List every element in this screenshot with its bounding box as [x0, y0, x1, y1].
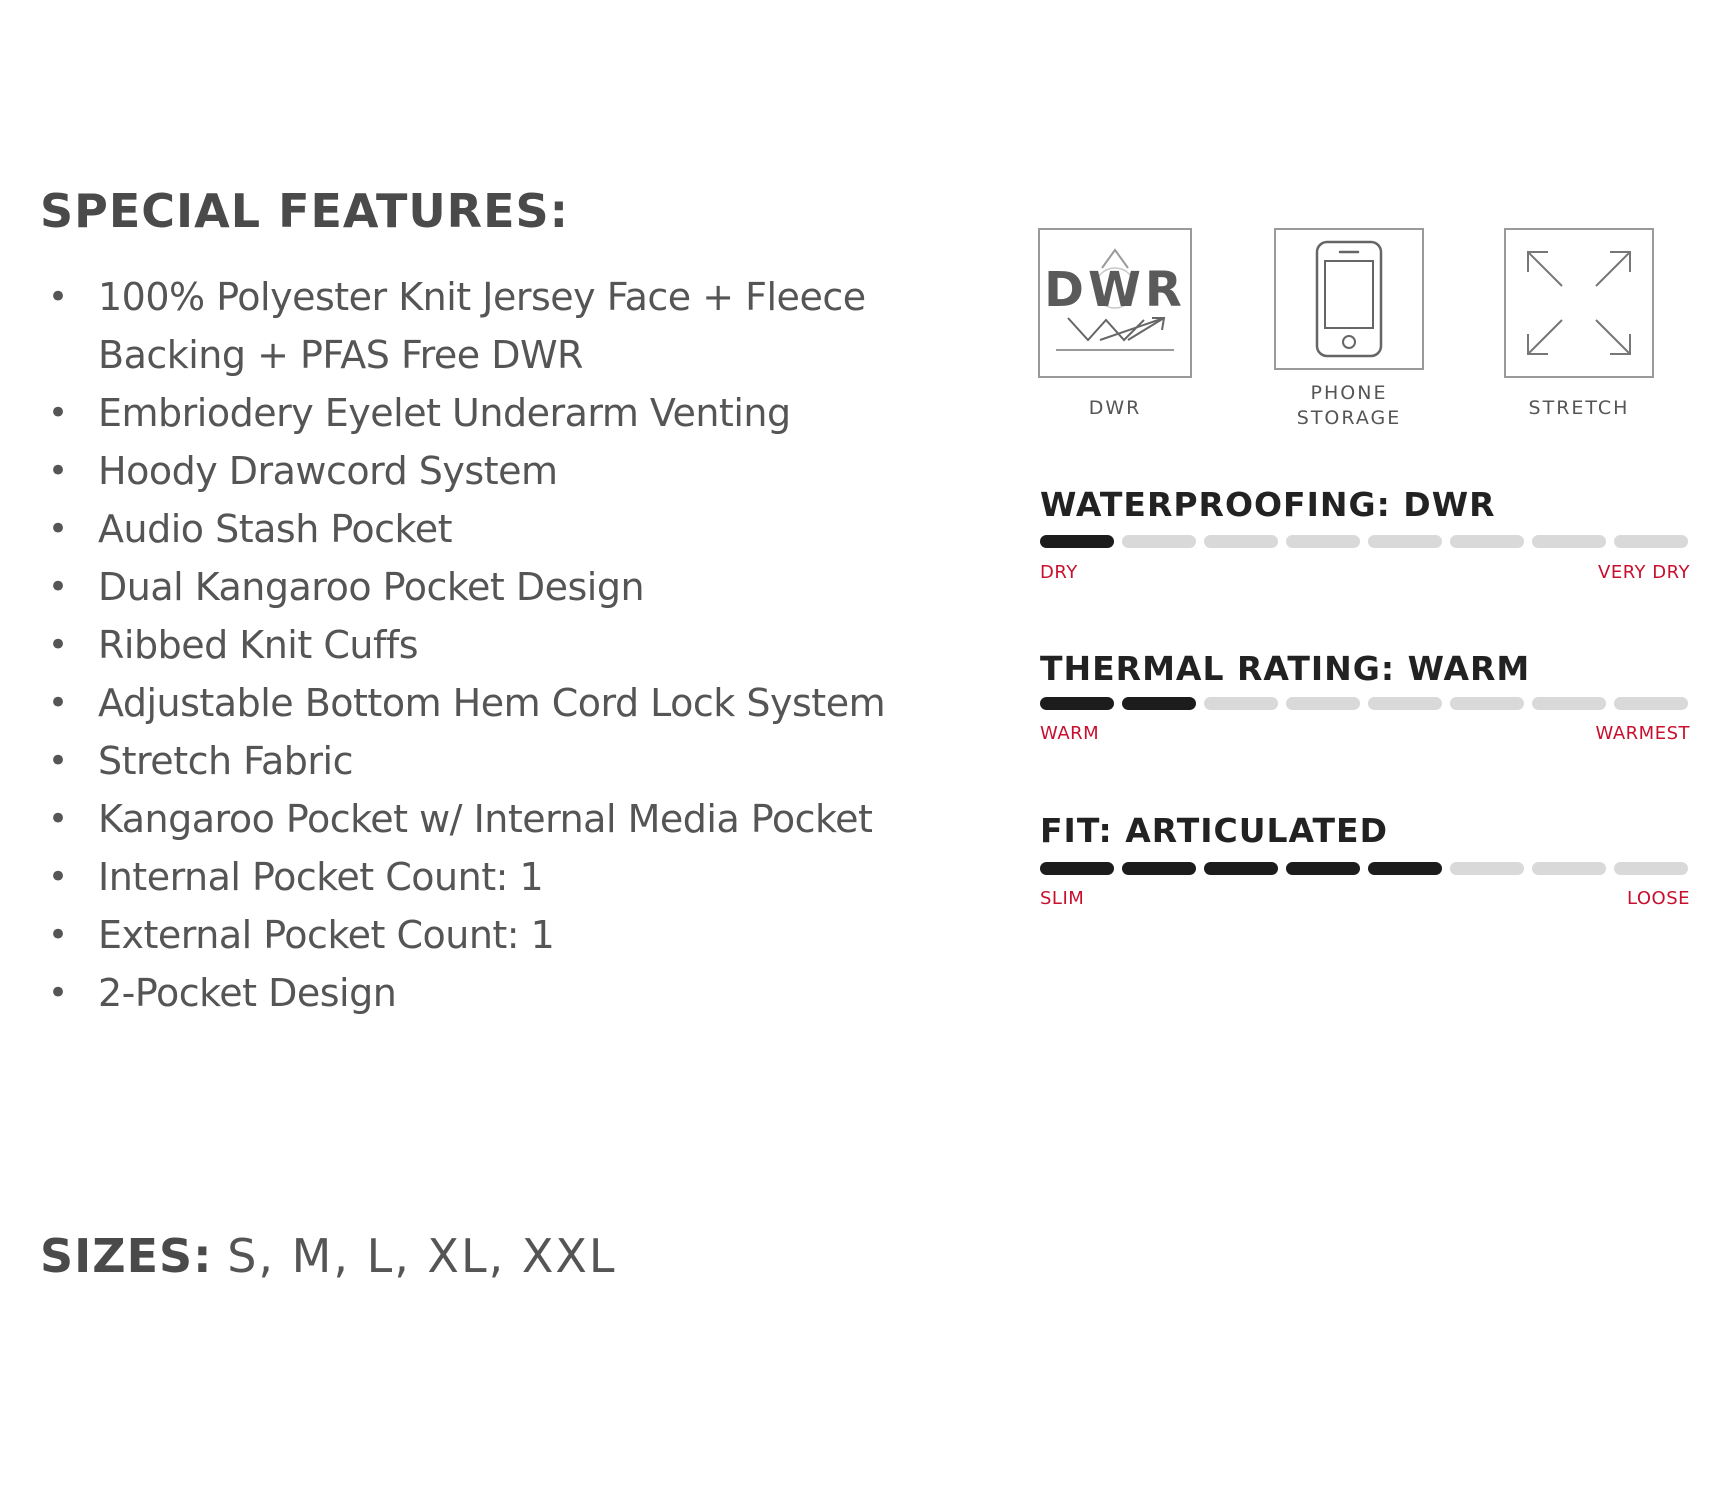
- feature-item: [48, 848, 1008, 906]
- meter-segment-empty: [1532, 697, 1606, 710]
- waterproofing-max-label: VERY DRY: [1598, 562, 1690, 583]
- meter-segment-empty: [1286, 697, 1360, 710]
- rating-label: THERMAL RATING:: [1040, 649, 1396, 688]
- thermal-rating-title: [1040, 649, 1531, 688]
- bullet-icon: •: [48, 973, 68, 1013]
- feature-item: [48, 964, 1008, 1022]
- feature-item: [48, 616, 1008, 674]
- rating-value: DWR: [1403, 485, 1496, 524]
- feature-text: Hoody Drawcord System: [98, 449, 558, 493]
- caption-line: STORAGE: [1296, 407, 1402, 429]
- meter-segment-filled: [1040, 697, 1114, 710]
- meter-segment-empty: [1122, 535, 1196, 548]
- meter-segment-empty: [1204, 697, 1278, 710]
- waterproofing-meter: [1040, 535, 1688, 548]
- feature-item: [48, 732, 1008, 790]
- waterproofing-min-label: DRY: [1040, 562, 1078, 583]
- fit-min-label: SLIM: [1040, 888, 1085, 909]
- fit-meter: [1040, 862, 1688, 875]
- thermal-max-label: WARMEST: [1595, 723, 1690, 744]
- meter-segment-empty: [1614, 697, 1688, 710]
- bullet-icon: •: [48, 567, 68, 607]
- feature-text: Stretch Fabric: [98, 739, 353, 783]
- meter-segment-filled: [1368, 862, 1442, 875]
- meter-segment-filled: [1040, 862, 1114, 875]
- sizes-line: [40, 1229, 617, 1283]
- stretch-icon: [1506, 230, 1652, 376]
- meter-segment-empty: [1614, 862, 1688, 875]
- feature-text: Dual Kangaroo Pocket Design: [98, 565, 645, 609]
- feature-text: Audio Stash Pocket: [98, 507, 452, 551]
- feature-item: [48, 268, 1008, 384]
- meter-segment-empty: [1286, 535, 1360, 548]
- bullet-icon: •: [48, 857, 68, 897]
- bullet-icon: •: [48, 683, 68, 723]
- bullet-icon: •: [48, 741, 68, 781]
- meter-segment-empty: [1614, 535, 1688, 548]
- feature-item: [48, 790, 1008, 848]
- phone-icon: [1276, 230, 1422, 368]
- feature-item: [48, 384, 1008, 442]
- thermal-min-label: WARM: [1040, 723, 1100, 744]
- bullet-icon: •: [48, 625, 68, 665]
- feature-text: Kangaroo Pocket w/ Internal Media Pocket: [98, 797, 873, 841]
- thermal-rating-meter: [1040, 697, 1688, 710]
- meter-segment-empty: [1450, 697, 1524, 710]
- phone-storage-caption: [1274, 381, 1424, 431]
- fit-title: [1040, 811, 1388, 850]
- feature-item: [48, 558, 1008, 616]
- stretch-caption: STRETCH: [1528, 397, 1630, 419]
- meter-segment-filled: [1204, 862, 1278, 875]
- meter-segment-empty: [1532, 862, 1606, 875]
- sizes-values: S, M, L, XL, XXL: [227, 1229, 617, 1283]
- bullet-icon: •: [48, 451, 68, 491]
- feature-text: Adjustable Bottom Hem Cord Lock System: [98, 681, 886, 725]
- waterproofing-title: [1040, 485, 1496, 524]
- feature-text: 2-Pocket Design: [98, 971, 397, 1015]
- dwr-feature-box: [1038, 228, 1192, 378]
- feature-text: 100% Polyester Knit Jersey Face + Fleece Backing + PFAS Free DWR: [98, 275, 866, 377]
- caption-line: PHONE: [1310, 382, 1388, 404]
- bullet-icon: •: [48, 277, 68, 317]
- meter-segment-empty: [1368, 697, 1442, 710]
- rating-value: ARTICULATED: [1125, 811, 1388, 850]
- dwr-caption: DWR: [1088, 397, 1142, 419]
- feature-item: [48, 674, 1008, 732]
- dwr-icon-text: DWR: [1044, 262, 1186, 318]
- bullet-icon: •: [48, 393, 68, 433]
- stretch-feature-box: [1504, 228, 1654, 378]
- meter-segment-empty: [1450, 535, 1524, 548]
- meter-segment-filled: [1122, 862, 1196, 875]
- phone-storage-feature-box: [1274, 228, 1424, 370]
- fit-max-label: LOOSE: [1626, 888, 1690, 909]
- meter-segment-empty: [1450, 862, 1524, 875]
- rating-label: FIT:: [1040, 811, 1113, 850]
- features-list: [48, 268, 1008, 1022]
- feature-text: External Pocket Count: 1: [98, 913, 555, 957]
- bullet-icon: •: [48, 915, 68, 955]
- feature-text: Embriodery Eyelet Underarm Venting: [98, 391, 791, 435]
- rating-label: WATERPROOFING:: [1040, 485, 1391, 524]
- feature-text: Internal Pocket Count: 1: [98, 855, 544, 899]
- sizes-label: SIZES:: [40, 1229, 213, 1283]
- meter-segment-empty: [1368, 535, 1442, 548]
- feature-item: [48, 906, 1008, 964]
- meter-segment-filled: [1040, 535, 1114, 548]
- meter-segment-filled: [1286, 862, 1360, 875]
- meter-segment-empty: [1532, 535, 1606, 548]
- special-features-title: SPECIAL FEATURES:: [40, 184, 570, 238]
- feature-item: [48, 500, 1008, 558]
- meter-segment-filled: [1122, 697, 1196, 710]
- feature-text: Ribbed Knit Cuffs: [98, 623, 418, 667]
- bullet-icon: •: [48, 799, 68, 839]
- dwr-icon: [1040, 230, 1190, 376]
- meter-segment-empty: [1204, 535, 1278, 548]
- rating-value: WARM: [1407, 649, 1531, 688]
- feature-item: [48, 442, 1008, 500]
- bullet-icon: •: [48, 509, 68, 549]
